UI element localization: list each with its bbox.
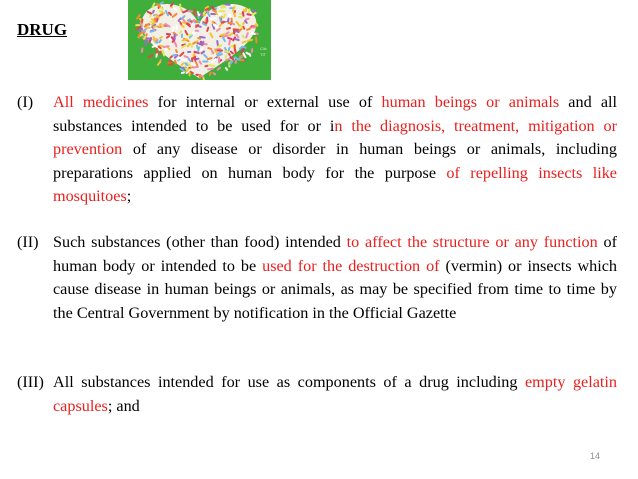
pill-shape [188,10,193,12]
text-phrase: for internal or external use of [148,93,382,111]
pill-shape [225,55,227,59]
text-phrase: of any disease or disorder in human beings or animals, including preparations applied on human body for the purpose [53,140,617,182]
text-phrase: ; and [107,396,140,415]
text-phrase: and all substances intended to be used for or i [53,93,617,135]
pill-shape [218,10,225,12]
pill-shape [206,17,208,23]
pill-shape [176,24,178,30]
item-text [53,371,617,418]
pill-shape [138,34,140,39]
pill-shape [228,22,233,24]
highlighted-phrase: n the diagnosis, treatment, mitigation or prevention [53,116,617,158]
pill-shape [218,57,220,64]
text-phrase: (vermin) or insects which cause disease in human beings or animals, as may be specified from time to time by the Central Government by notification in the Official Gazette [53,256,618,322]
highlighted-phrase: human beings or animals [381,93,560,111]
pill-shape [135,24,140,26]
pill-shape [199,74,201,79]
item-numeral: (II) [17,233,39,251]
highlighted-phrase: empty gelatin capsules [53,373,617,415]
pill-shape [217,49,224,51]
item-numeral: (III) [17,373,44,391]
pill-shape [245,7,247,12]
pill-shape [179,3,181,8]
highlighted-phrase: used for the destruction of [262,256,440,275]
page-number: 14 [590,451,601,461]
definition-item-2 [17,231,617,325]
pills-heart-graphic [128,0,271,80]
svg-text:Clic: Clic [260,46,267,51]
svg-text:TIT: TIT [260,52,266,57]
highlighted-phrase: to affect the structure or any function [346,233,598,251]
pill-shape [202,60,208,62]
pill-shape [173,34,175,41]
slide-title: DRUG [17,20,68,39]
pill-shape [155,48,157,54]
text-phrase: All substances intended for use as components of a drug including [53,373,525,391]
pill-shape [252,26,257,28]
item-text [53,91,617,209]
highlighted-phrase: All medicines [53,93,149,111]
definition-item-3 [17,371,617,418]
text-phrase: of human body or intended to be [53,233,618,275]
item-numeral: (I) [17,93,34,111]
text-phrase: ; [126,187,132,205]
definition-item-1 [17,91,617,209]
pill-shape [234,45,236,52]
pill-shape [145,27,150,29]
pill-shape [181,34,183,38]
item-text [53,231,617,325]
pills-heart-image [128,0,271,80]
pill-shape [187,51,191,53]
pill-shape [203,43,207,45]
text-phrase: Such substances (other than food) intended [53,233,347,251]
pill-shape [189,72,191,77]
pill-shape [195,30,199,32]
highlighted-phrase: of repelling insects like mosquitoes [53,163,617,205]
